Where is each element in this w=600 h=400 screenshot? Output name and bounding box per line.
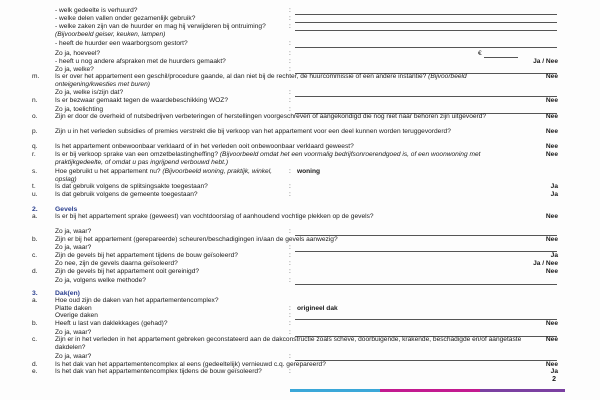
question-marker: e. [32,368,38,375]
question-text [55,312,295,320]
question-label: Zo ja, waar? [55,228,92,235]
question-label: Is dat gebruik volgens de splitsingsakte toegestaan? [55,183,208,190]
question-text [55,128,525,136]
question-label: Zo nee, zijn de gevels daarna geïsoleerd? [55,260,178,267]
question-label: Is er over het appartement een geschil/procedure gaande, al dan niet bij de rechter, de huurcommissie of een andere instantie? [55,73,427,80]
question-row [0,336,600,352]
question-row [0,128,600,144]
question-label: Zo ja, volgens welke methode? [55,277,146,284]
yes-no-answer[interactable]: Nee [545,113,558,120]
yes-no-answer[interactable]: Ja [550,191,558,198]
question-text [55,40,295,48]
answer-field[interactable] [295,47,557,48]
yes-no-answer[interactable]: Nee [545,97,558,104]
question-label: - heeft u nog andere afspraken met de huurders gemaakt? [55,58,226,65]
question-label: Hoe gebruikt u het appartement nu? [55,168,161,175]
question-marker: s. [32,168,38,175]
colon-separator: : [289,260,291,267]
section-title: Dak(en) [55,290,80,297]
page-number: 2 [552,376,556,383]
question-label: Is er bij het appartement sprake (geweest) van vochtdoorslag of aanhoudend vochtige plekken op de gevels? [55,213,374,220]
yes-no-answer[interactable]: Nee [545,128,558,135]
question-text [55,113,525,121]
question-marker: d. [32,268,38,275]
colon-separator: : [289,183,291,190]
question-marker: q. [32,143,38,150]
section-heading [32,290,80,297]
question-text [55,297,295,305]
question-marker: p. [32,128,38,135]
colon-separator: : [289,191,291,198]
question-text [55,252,295,260]
question-text [55,73,525,88]
question-label: Is het appartement onbewoonbaar verklaard of in het verleden ooit onbewoonbaar verklaard geweest? [55,143,354,150]
question-label: Zijn u in het verleden subsidies of premies verstrekt die bij verkoop van het appartement voor een deel kunnen worden teruggevorderd? [55,128,451,135]
question-label: Is het dak van het appartementencomplex al eens (gedeeltelijk) vernieuwd c.q. gerepareerd? [55,361,326,368]
colon-separator: : [289,106,291,113]
question-label: - welk gedeelte is verhuurd? [55,7,138,14]
colon-separator: : [289,368,291,375]
colon-separator: : [289,40,291,47]
colon-separator: : [289,97,291,104]
footer-accent-bar [380,389,480,392]
question-label: Is dat gebruik volgens de gemeente toegestaan? [55,191,198,198]
answer-field[interactable] [295,30,557,31]
question-label: Zo ja, waar? [55,329,92,336]
question-label: Zo ja, toelichting [55,106,104,113]
question-text [55,191,295,199]
question-label: Zo ja, hoeveel? [55,50,101,57]
colon-separator: : [289,353,291,360]
colon-separator: : [289,23,291,30]
question-label: Zijn er in het verleden in het appartement gebreken geconstateerd aan de dakconstructie zoals scheve, doorbuigende, krakende, beschadigde en/of aangetaste dakdelen? [55,336,522,351]
question-hint: (Bijvoorbeeld geiser, keuken, lampen) [55,30,166,38]
colon-separator: : [289,7,291,14]
yes-no-answer[interactable]: Nee [545,361,558,368]
question-marker: u. [32,191,38,198]
question-label: Zijn er door de overheid of nutsbedrijven verbeteringen of herstellingen voorgeschreven of aangekondigd die nog niet naar behoren zijn uitgevoerd? [55,113,487,120]
question-text [55,151,525,166]
question-text [55,89,295,97]
question-marker: m. [32,73,40,80]
question-label: Is er bij verkoop sprake van een omzetbelastingheffing? [55,151,218,158]
yes-no-answer[interactable]: Ja [550,252,558,259]
question-row [0,113,600,129]
question-text [55,368,295,376]
question-marker: c. [32,252,38,259]
question-label: Is het dak van het appartementencomplex tijdens de bouw geïsoleerd? [55,368,262,375]
question-marker: b. [32,236,38,243]
question-label: - heeft de huurder een waarborgsom gestort? [55,40,188,47]
answer-value: woning [297,168,321,175]
question-row [0,168,600,184]
question-row [0,368,600,379]
question-label: Zijn de gevels bij het appartement ooit gereinigd? [55,268,200,275]
yes-no-answer[interactable]: Nee [545,268,558,275]
colon-separator: : [289,168,291,175]
question-hint: (Bijvoorbeeld onteigening/kwesties met buren) [55,73,467,88]
yes-no-answer[interactable]: Ja / Nee [533,260,558,267]
question-label: Zo ja, welke is/zijn dat? [55,89,124,96]
answer-field[interactable] [295,284,557,285]
question-text [55,336,525,351]
question-text [55,228,295,236]
colon-separator: : [289,89,291,96]
question-label: Platte daken [55,305,92,312]
question-text [55,168,295,183]
question-label: Zo ja, waar? [55,244,92,251]
question-row [0,151,600,167]
question-text [55,58,295,66]
yes-no-answer[interactable]: Ja / Nee [533,58,558,65]
yes-no-answer[interactable]: Ja [550,183,558,190]
colon-separator: : [289,329,291,336]
colon-separator: : [289,15,291,22]
question-text [55,213,525,221]
question-text [55,320,295,328]
question-marker: a. [32,213,38,220]
question-text [55,260,295,268]
yes-no-answer[interactable]: Nee [545,320,558,327]
question-label: - welke zaken zijn van de huurder en mag hij verwijderen bij ontruiming? [55,23,266,30]
yes-no-answer[interactable]: Ja [550,368,558,375]
question-text [55,183,295,191]
question-label: - welke delen vallen onder gezamenlijk gebruik? [55,15,196,22]
yes-no-answer[interactable]: Nee [545,336,558,343]
yes-no-answer[interactable]: Nee [545,73,558,80]
question-marker: c. [32,336,38,343]
footer-accent-bar [290,389,380,392]
question-label: Zo ja, waar? [55,353,92,360]
section-number: 2. [32,206,38,213]
section-heading [32,206,77,213]
question-text [55,97,295,105]
question-marker: a. [32,297,38,304]
question-text [55,23,295,38]
colon-separator: : [289,58,291,65]
section-number: 3. [32,290,38,297]
question-row [0,213,600,229]
colon-separator: : [289,312,291,319]
colon-separator: : [289,268,291,275]
question-marker: t. [32,183,36,190]
colon-separator: : [289,66,291,73]
answer-value: origineel dak [297,305,338,312]
colon-separator: : [289,244,291,251]
question-row [0,73,600,89]
question-text [55,244,295,252]
yes-no-answer[interactable]: Nee [545,236,558,243]
yes-no-answer[interactable]: Nee [545,213,558,220]
question-hint: (Bijvoorbeeld omdat het een voormalig bedrijfsonroerendgoed is, of een woonwoning met praktijkgedeelte, of omdat u pas ingrijpend verbouwd hebt.) [55,151,481,166]
question-row [0,191,600,202]
colon-separator: : [289,252,291,259]
colon-separator: : [289,50,291,57]
question-marker: b. [32,320,38,327]
question-text [55,15,295,23]
question-row [0,23,600,39]
question-label: Is er bezwaar gemaakt tegen de waardebeschikking WOZ? [55,97,228,104]
question-label: Zo ja, welke? [55,66,94,73]
yes-no-answer[interactable]: Nee [545,143,558,150]
question-text [55,50,295,58]
question-text [55,268,295,276]
section-title: Gevels [55,206,78,213]
question-label: Overige daken [55,312,98,319]
question-marker: r. [32,151,36,158]
question-text [55,353,295,361]
colon-separator: : [289,228,291,235]
question-label: Heeft u last van daklekkages (gehad)? [55,320,168,327]
question-text [55,143,525,151]
question-text [55,277,295,285]
question-label: Zijn er bij het appartement (gerepareerde) scheuren/beschadigingen in/aan de gevels aanwezig? [55,236,338,243]
question-row [0,277,600,288]
question-marker: o. [32,113,38,120]
colon-separator: : [289,305,291,312]
question-text [55,7,295,15]
yes-no-answer[interactable]: Nee [545,151,558,158]
question-label: Hoe oud zijn de daken van het appartementencomplex? [55,297,219,304]
colon-separator: : [289,320,291,327]
question-marker: d. [32,361,38,368]
question-text [55,236,525,244]
colon-separator: : [289,277,291,284]
question-hint: (Bijvoorbeeld woning, praktijk, winkel, opslag) [55,168,273,183]
currency-symbol: € [478,50,482,57]
question-marker: n. [32,97,38,104]
footer-accent-bar [480,389,565,392]
question-label: Zijn de gevels bij het appartement tijdens de bouw geïsoleerd? [55,252,238,259]
